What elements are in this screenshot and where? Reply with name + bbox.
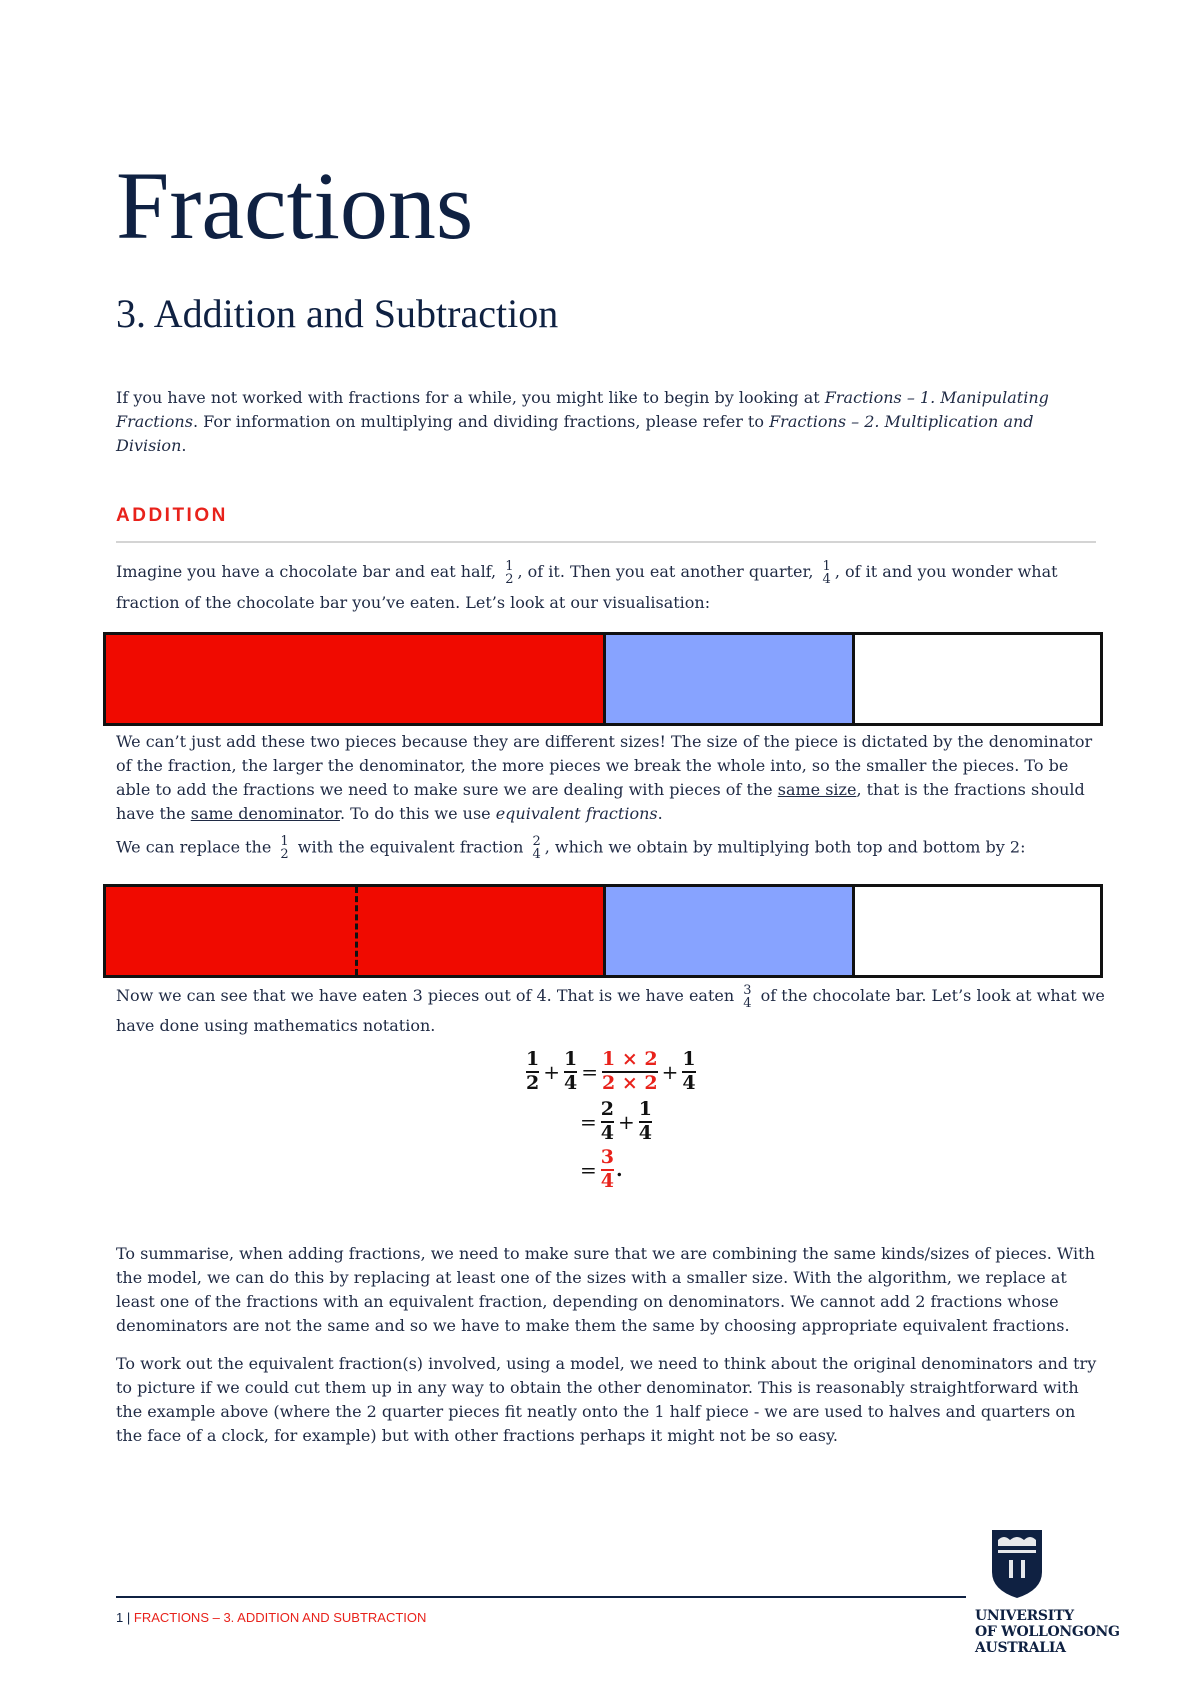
math-fraction: 1 4 — [638, 1098, 652, 1144]
page-title: Fractions — [116, 152, 474, 259]
reference-manipulating-fractions[interactable]: Fractions – 1. Manipulating Fractions — [116, 388, 1049, 431]
section-divider — [116, 541, 1096, 543]
math-fraction: 1 4 — [682, 1048, 696, 1094]
page-subtitle: 3. Addition and Subtraction — [116, 291, 559, 336]
term-equivalent-fractions: equivalent fractions — [495, 804, 658, 823]
math-fraction: 1 2 — [526, 1048, 540, 1094]
page-footer: 1 | FRACTIONS – 3. ADDITION AND SUBTRACTION — [116, 1610, 427, 1625]
math-fraction-result: 3 4 — [600, 1146, 614, 1192]
page-number: 1 — [116, 1610, 124, 1625]
math-fraction: 2 4 — [600, 1098, 614, 1144]
different-sizes-paragraph: We can’t just add these two pieces because they are different sizes! The size of the piece is dictated by the denominator of the fraction, the larger the denominator, the more pieces we break the whole into, so the smaller the pieces. To be able to add the fractions we need to make sure we are dealing with pieces of the same size, that is the fractions should have the same denominator. To do this we use equivalent fractions. — [116, 732, 1093, 823]
bar-piece — [852, 635, 1101, 723]
math-fraction: 1 4 — [564, 1048, 578, 1094]
working-line-3: = 3 4 . — [580, 1146, 623, 1192]
section-heading-addition: ADDITION — [116, 505, 228, 526]
fraction-one-quarter: 1 4 — [822, 558, 831, 587]
fraction-one-half: 1 2 — [505, 558, 514, 587]
underlined-same-size: same size — [777, 780, 857, 799]
bar-piece — [106, 887, 355, 975]
summary-paragraph: To summarise, when adding fractions, we need to make sure that we are combining the same kinds/sizes of pieces. With the model, we can do this by replacing at least one of the sizes with a smaller size. With the algorithm, we replace at least one of the fractions with an equivalent fraction, depending on denominators. We cannot add 2 fractions whose denominators are not the same and so we have to make them the same by choosing appropriate equivalent fractions. — [116, 1244, 1095, 1335]
pieces-eaten-paragraph: Now we can see that we have eaten 3 pieces out of 4. That is we have eaten 3 4 of the chocolate bar. Let’s look at what we have done using mathematics notation. — [116, 982, 1105, 1035]
fraction-two-quarters: 2 4 — [532, 834, 541, 862]
bar-piece — [603, 887, 852, 975]
bar-piece — [603, 635, 852, 723]
replace-half-paragraph: We can replace the 1 2 with the equivalent fraction 2 4 , which we obtain by multiplying both top and bottom by 2: — [116, 834, 1026, 862]
fraction-three-quarters: 3 4 — [743, 982, 752, 1011]
chocolate-bar-visualisation-2 — [103, 884, 1103, 978]
equivalent-fractions-paragraph: To work out the equivalent fraction(s) involved, using a model, we need to think about the original denominators and try to picture if we could cut them up in any way to obtain the other denominator. This is reasonably straightforward with the example above (where the 2 quarter pieces fit neatly onto the 1 half piece - we are used to halves and quarters on the face of a clock, for example) but with other fractions perhaps it might not be so easy. — [116, 1354, 1097, 1445]
fraction-one-half: 1 2 — [280, 834, 289, 862]
underlined-same-denominator: same denominator — [190, 804, 340, 823]
chocolate-bar-visualisation-1 — [103, 632, 1103, 726]
logo-wordmark: UNIVERSITY OF WOLLONGONG AUSTRALIA — [975, 1608, 1120, 1656]
addition-working — [510, 1050, 730, 1190]
chocolate-intro-paragraph: Imagine you have a chocolate bar and eat half, 1 2 , of it. Then you eat another quarter, 1 4 , of it and you wonder what fraction of the chocolate bar you’ve eaten. Let’s look at our visualisation: — [116, 558, 1058, 612]
reference-multiplication-division[interactable]: Fractions – 2. Multiplication and Division — [116, 412, 1034, 455]
working-line-1: 1 2 + 1 4 = 1 × 2 2 × 2 + 1 4 — [526, 1048, 696, 1094]
footer-divider — [116, 1596, 966, 1598]
footer-title: FRACTIONS – 3. ADDITION AND SUBTRACTION — [133, 1610, 427, 1625]
intro-paragraph: If you have not worked with fractions for a while, you might like to begin by looking at Fractions – 1. Manipulating Fractions. For information on multiplying and dividing fractions, please refer to Fractions – 2. Multiplication and Division. — [116, 388, 1049, 455]
bar-piece — [852, 887, 1101, 975]
working-line-2: = 2 4 + 1 4 — [580, 1098, 652, 1144]
bar-piece — [355, 887, 604, 975]
math-fraction-multiplied: 1 × 2 2 × 2 — [602, 1048, 658, 1094]
bar-piece — [106, 635, 603, 723]
crest-icon — [990, 1528, 1044, 1600]
